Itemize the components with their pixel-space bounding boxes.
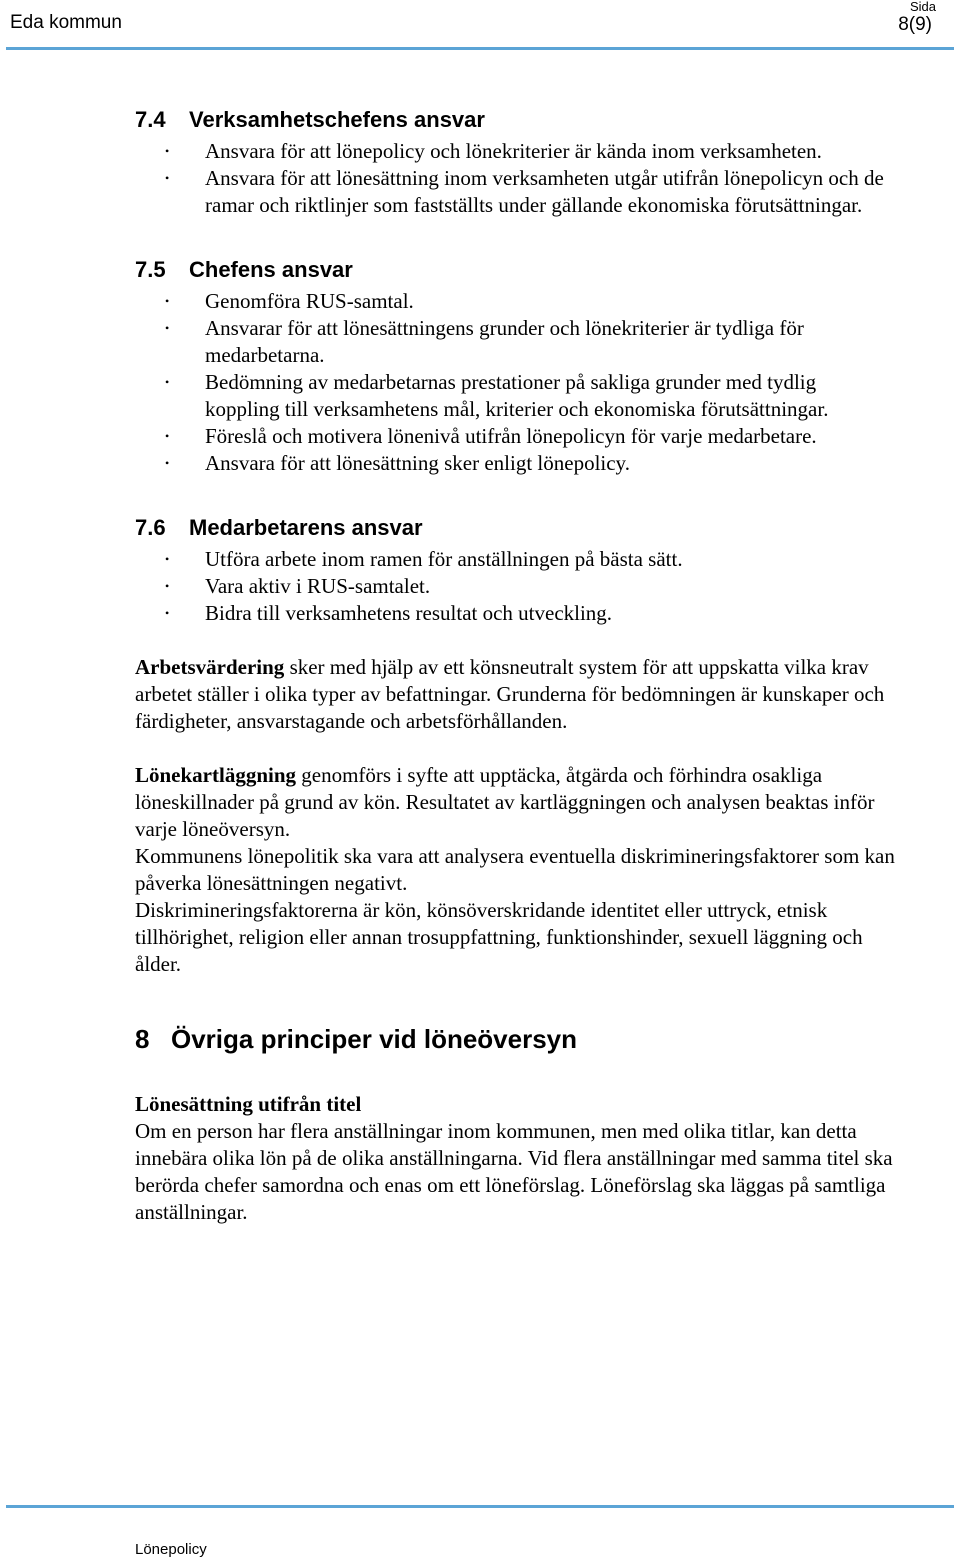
list-item: • Vara aktiv i RUS-samtalet. [135,573,895,600]
chapter-8-paragraph: Om en person har flera anställningar inom kommunen, men med olika titlar, kan detta innebära olika lön på de olika anställningarna. Vid flera anställningar med samma titel ska berörda chefer samordna och enas om ett löneförslag. Löneförslag ska läggas på samtliga anställningar. [135,1119,893,1224]
list-item: • Föreslå och motivera lönenivå utifrån lönepolicyn för varje medarbetare. [135,423,895,450]
list-item: • Ansvara för att lönesättning sker enligt lönepolicy. [135,450,895,477]
section-title: Chefens ansvar [189,257,353,282]
section-title: Medarbetarens ansvar [189,515,423,540]
subheading-text: Lönesättning utifrån titel [135,1092,362,1116]
chapter-heading-8 [135,1022,895,1056]
list-item: • Bidra till verksamhetens resultat och utveckling. [135,600,895,627]
paragraph-text: genomförs i syfte att upptäcka, åtgärda och förhindra osakliga löneskillnader på grund av kön. Resultatet av kartläggningen och analysen beaktas inför varje löneöversyn. [135,763,875,841]
section-heading-7-4 [135,104,895,136]
subheading-lonesattning-titel [135,1091,895,1118]
list-item: • Bedömning av medarbetarnas prestationer på sakliga grunder med tydlig koppling till verksamhetens mål, kriterier och ekonomiska förutsättningar. [135,369,895,423]
section-number: 7.4 [135,107,166,132]
section-number: 7.6 [135,515,166,540]
term-arbetsvardering: Arbetsvärdering [135,655,285,679]
section-title: Verksamhetschefens ansvar [189,107,485,132]
section-heading-7-5 [135,254,895,286]
bullet-list-7-5 [135,288,895,477]
list-item: • Utföra arbete inom ramen för anställningen på bästa sätt. [135,546,895,573]
section-heading-7-6 [135,512,895,544]
section-number: 7.5 [135,257,166,282]
list-item: • Ansvara för att lönesättning inom verksamheten utgår utifrån lönepolicyn och de ramar och riktlinjer som fastställts under gällande ekonomiska förutsättningar. [135,165,895,219]
paragraph-text: sker med hjälp av ett könsneutralt system för att uppskatta vilka krav arbetet ställer i olika typer av befattningar. Grunderna för bedömningen är kunskaper och färdigheter, ansvarstagande och arbetsförhållanden. [135,655,885,733]
lonepolitik-paragraph: Kommunens lönepolitik ska vara att analysera eventuella diskrimineringsfaktorer som kan påverka lönesättningen negativt. [135,844,895,895]
chapter-title: Övriga principer vid löneöversyn [171,1024,578,1054]
arbetsvardering-paragraph [135,654,895,735]
bullet-list-7-6 [135,546,895,627]
footer-divider [6,1505,954,1508]
term-lonekartlaggning: Lönekartläggning [135,763,297,787]
diskrimineringsfaktorer-paragraph: Diskrimineringsfaktorerna är kön, könsöverskridande identitet eller uttryck, etnisk tillhörighet, religion eller annan trosuppfattning, funktionshinder, sexuell läggning och ålder. [135,898,863,976]
page-indicator [898,0,936,36]
header-divider [6,47,954,50]
document-name: Lönepolicy [135,1541,207,1558]
chapter-number: 8 [135,1024,150,1054]
list-item: • Ansvara för att lönepolicy och lönekriterier är kända inom verksamheten. [135,138,895,165]
list-item: • Ansvarar för att lönesättningens grunder och lönekriterier är tydliga för medarbetarna. [135,315,895,369]
page-label: Sida [909,0,936,14]
bullet-list-7-4 [135,138,895,219]
page-number: 8(9) [898,14,932,35]
lonekartlaggning-paragraph [135,762,895,843]
document-body [135,100,895,1226]
list-item: • Genomföra RUS-samtal. [135,288,895,315]
organization-name: Eda kommun [10,12,122,33]
